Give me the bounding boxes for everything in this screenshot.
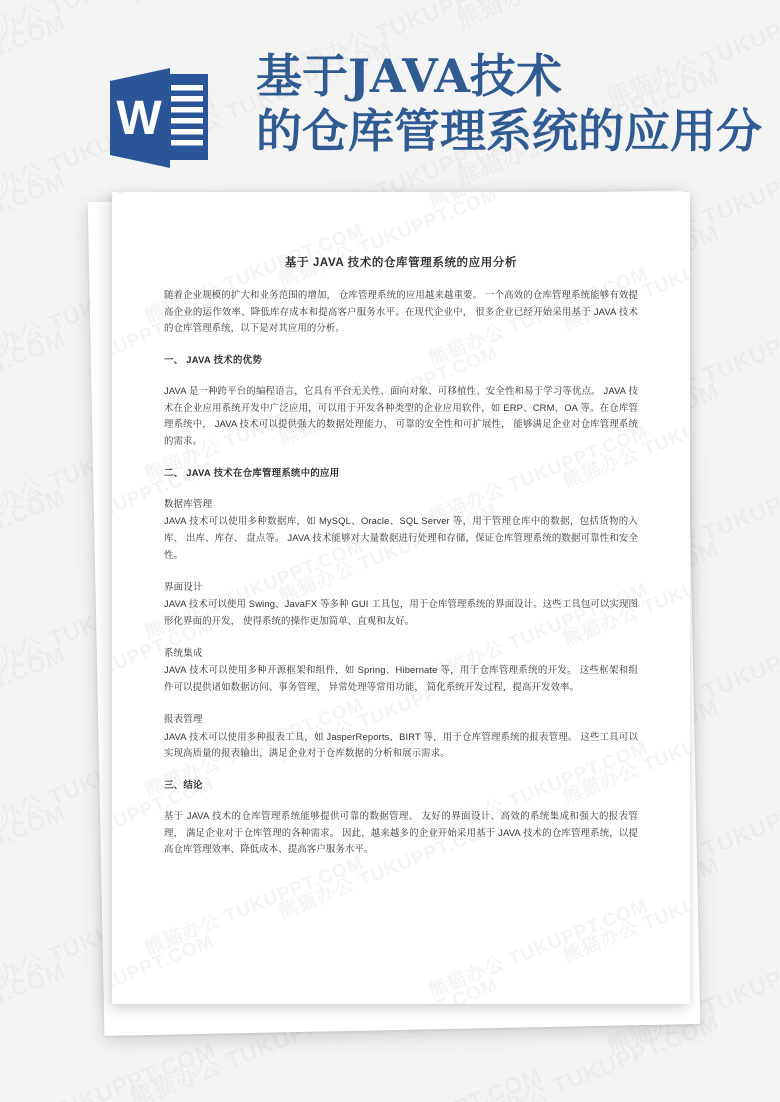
document-paragraph: 基于 JAVA 技术的仓库管理系统能够提供可靠的数据管理、 友好的界面设计、高效的系统集成和强大的报表管理， 满足企业对于仓库管理的各种需求。 因此，越来越多的企业开始采用基于 JAVA 技术的仓库管理系统，以提高仓库管理效率、降低成本、提高客户服务水平。 xyxy=(164,809,638,855)
document-subheading: 数据库管理 xyxy=(164,497,213,509)
document-subheading: 系统集成 xyxy=(164,646,203,658)
svg-text:W: W xyxy=(116,92,162,145)
document-subheading: 报表管理 xyxy=(164,712,203,724)
banner-title xyxy=(256,50,780,159)
banner-title-line-2: 的仓库管理系统的应用分 xyxy=(256,104,762,159)
document-content xyxy=(112,192,690,1004)
microsoft-word-icon xyxy=(104,64,216,172)
document-title: 基于 JAVA 技术的仓库管理系统的应用分析 xyxy=(284,257,518,269)
document-paragraph: JAVA 技术可以使用 Swing、JavaFX 等多种 GUI 工具包，用于仓库管理系统的界面设计。这些工具包可以实现图形化界面的开发， 使得系统的操作更加简单、直观和友好。 xyxy=(164,598,638,627)
document-paragraph: JAVA 技术可以使用多种报表工具，如 JasperReports、BIRT 等，用于仓库管理系统的报表管理。 这些工具可以实现高质量的报表输出，满足企业对于仓库数据的分析和展示需求。 xyxy=(164,730,638,759)
document-paragraph: JAVA 是一种跨平台的编程语言，它具有平台无关性、面向对象、可移植性、安全性和易于学习等优点。 JAVA 技术在企业应用系统开发中广泛应用，可以用于开发各种类型的企业应用软件，如 ERP、CRM、OA 等。在仓库管理系统中， JAVA 技术可以提供强大的数据处理能力、 可靠的安全性和可扩展性， 能够满足企业对仓库管理系统的需求。 xyxy=(164,384,638,447)
document-section-heading: 三、结论 xyxy=(164,779,203,791)
document-section-heading: 一、 JAVA 技术的优势 xyxy=(164,354,263,366)
banner-title-line-1: 基于JAVA技术 xyxy=(256,49,562,103)
document-body xyxy=(164,254,638,858)
document-page-front[interactable] xyxy=(112,192,690,1004)
document-paragraph: 随着企业规模的扩大和业务范围的增加， 仓库管理系统的应用越来越重要。 一个高效的仓库管理系统能够有效提高企业的运作效率、降低库存成本和提高客户服务水平。在现代企业中， 很多企业已经开始采用基于 JAVA 技术的仓库管理系统，以下是对其应用的分析。 xyxy=(164,289,638,334)
document-paragraph-list xyxy=(164,287,638,858)
preview-banner xyxy=(0,0,780,200)
document-paragraph: JAVA 技术可以使用多种数据库，如 MySQL、Oracle、SQL Server 等，用于管理仓库中的数据，包括货物的入库、 出库、库存、 盘点等。 JAVA 技术能够对大量数据进行处理和存储，保证仓库管理系统的数据可靠性和安全性。 xyxy=(164,515,638,560)
document-paragraph: JAVA 技术可以使用多种开源框架和组件，如 Spring、Hibernate 等，用于仓库管理系统的开发。 这些框架和组件可以提供诸如数据访问、事务管理、 异常处理等常用功能， 简化系统开发过程，提高开发效率。 xyxy=(164,664,638,693)
document-subheading: 界面设计 xyxy=(164,580,203,592)
document-section-heading: 二、 JAVA 技术在仓库管理系统中的应用 xyxy=(164,466,340,478)
